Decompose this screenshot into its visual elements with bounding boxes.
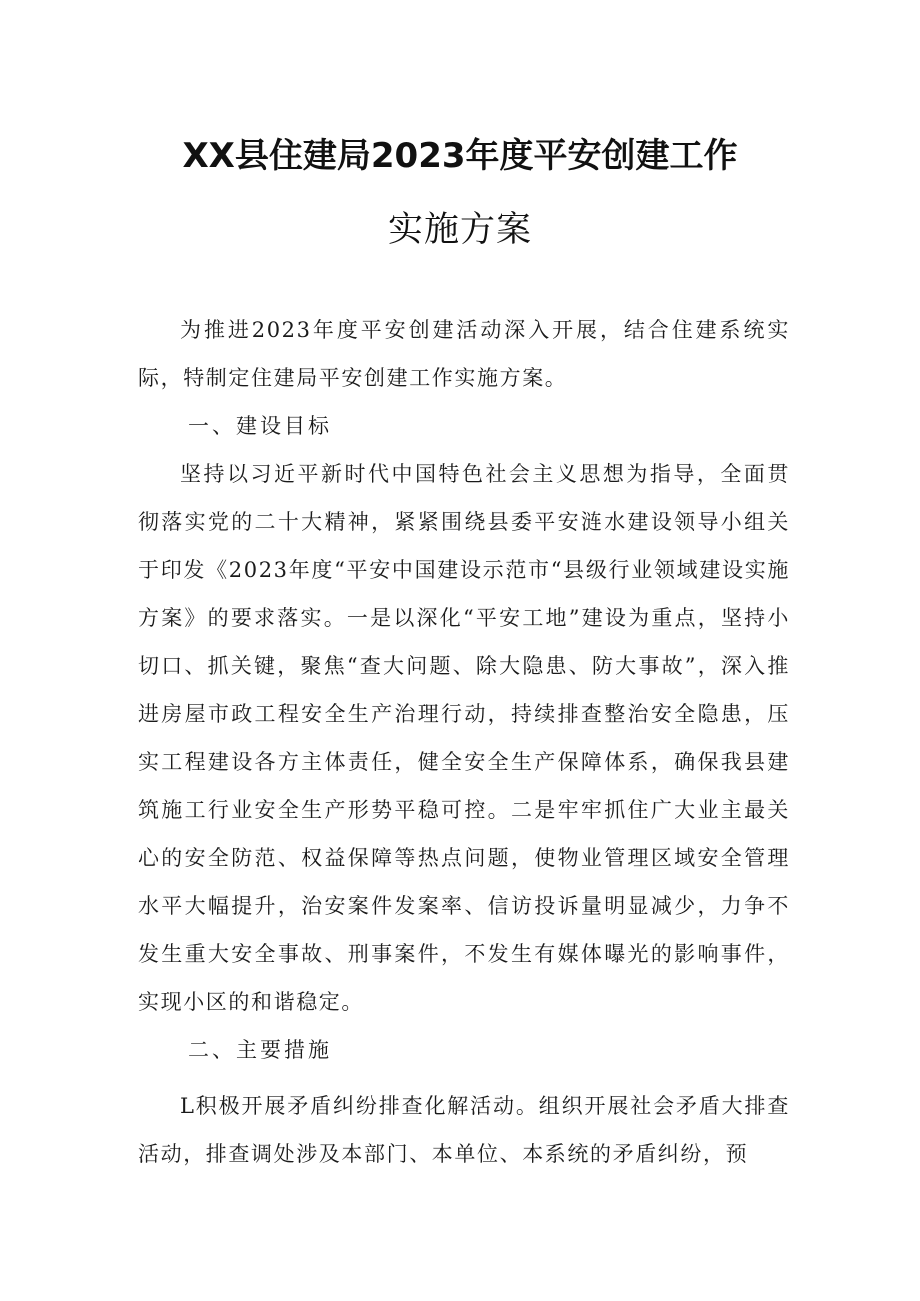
section-1-paragraph: 坚持以习近平新时代中国特色社会主义思想为指导，全面贯彻落实党的二十大精神，紧紧围绕县委平安涟水建设领导小组关于印发《2023年度“平安中国建设示范市“县级行业领域建设实施方案》的要求落实。一是以深化“平安工地”建设为重点，坚持小切口、抓关键，聚焦“查大问题、除大隐患、防大事故”，深入推进房屋市政工程安全生产治理行动，持续排查整治安全隐患，压实工程建设各方主体责任，健全安全生产保障体系，确保我县建筑施工行业安全生产形势平稳可控。二是牢牢抓住广大业主最关心的安全防范、权益保障等热点问题，使物业管理区域安全管理水平大幅提升，治安案件发案率、信访投诉量明显减少，力争不发生重大安全事故、刑事案件，不发生有媒体曝光的影响事件，实现小区的和谐稳定。 (138, 462, 790, 1014)
document-title-line-2: 实施方案 (387, 210, 532, 250)
intro-paragraph: 为推进2023年度平安创建活动深入开展，结合住建系统实际，特制定住建局平安创建工作实施方案。 (138, 318, 790, 390)
section-2-paragraph: L积极开展矛盾纠纷排查化解活动。组织开展社会矛盾大排查活动，排查调处涉及本部门、本单位、本系统的矛盾纠纷，预 (138, 1094, 790, 1166)
document-title-line-1: XX县住建局2023年度平安创建工作 (182, 136, 738, 176)
section-1-heading: 一、建设目标 (188, 414, 332, 438)
section-2-heading: 二、主要措施 (188, 1038, 332, 1062)
